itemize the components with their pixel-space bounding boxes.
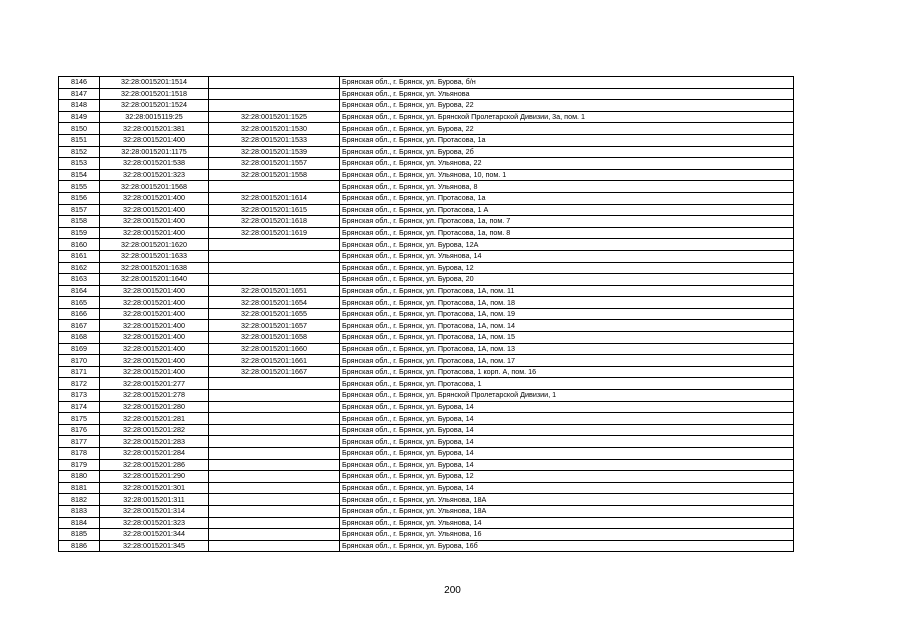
cadastral-number-cell: 32:28:0015201:400 (100, 366, 209, 378)
address-cell: Брянская обл., г. Брянск, ул. Протасова, 1А, пом. 13 (340, 343, 794, 355)
cadastral-number-cell: 32:28:0015201:280 (100, 401, 209, 413)
table-row (59, 134, 794, 146)
parent-cadastral-cell: 32:28:0015201:1667 (209, 366, 340, 378)
cadastral-number-cell: 32:28:0015201:278 (100, 390, 209, 402)
row-number-cell: 8177 (59, 436, 100, 448)
parent-cadastral-cell: 32:28:0015201:1525 (209, 111, 340, 123)
parent-cadastral-cell (209, 100, 340, 112)
row-number-cell: 8170 (59, 355, 100, 367)
cadastral-number-cell: 32:28:0015201:400 (100, 204, 209, 216)
row-number-cell: 8173 (59, 390, 100, 402)
row-number-cell: 8185 (59, 529, 100, 541)
table-row (59, 448, 794, 460)
parent-cadastral-cell (209, 517, 340, 529)
address-cell: Брянская обл., г. Брянск, ул. Протасова, 1А, пом. 18 (340, 297, 794, 309)
row-number-cell: 8148 (59, 100, 100, 112)
parent-cadastral-cell (209, 239, 340, 251)
parent-cadastral-cell: 32:28:0015201:1557 (209, 158, 340, 170)
parent-cadastral-cell: 32:28:0015201:1614 (209, 192, 340, 204)
parent-cadastral-cell (209, 482, 340, 494)
address-cell: Брянская обл., г. Брянск, ул. Бурова, 14 (340, 413, 794, 425)
address-cell: Брянская обл., г. Брянск, ул. Ульянова, 18А (340, 505, 794, 517)
address-cell: Брянская обл., г. Брянск, ул. Ульянова, 22 (340, 158, 794, 170)
row-number-cell: 8178 (59, 448, 100, 460)
parent-cadastral-cell (209, 401, 340, 413)
cadastral-number-cell: 32:28:0015201:1518 (100, 88, 209, 100)
cadastral-number-cell: 32:28:0015201:277 (100, 378, 209, 390)
parent-cadastral-cell: 32:28:0015201:1530 (209, 123, 340, 135)
table-row (59, 88, 794, 100)
address-cell: Брянская обл., г. Брянск, ул. Протасова, 1 (340, 378, 794, 390)
address-cell: Брянская обл., г. Брянск, ул. Бурова, 14 (340, 448, 794, 460)
cadastral-number-cell: 32:28:0015201:1638 (100, 262, 209, 274)
cadastral-number-cell: 32:28:0015201:538 (100, 158, 209, 170)
parent-cadastral-cell: 32:28:0015201:1651 (209, 285, 340, 297)
cadastral-number-cell: 32:28:0015201:323 (100, 169, 209, 181)
address-cell: Брянская обл., г. Брянск, ул. Бурова, 14 (340, 424, 794, 436)
parent-cadastral-cell (209, 540, 340, 552)
table-row (59, 192, 794, 204)
table-row (59, 239, 794, 251)
parent-cadastral-cell: 32:28:0015201:1654 (209, 297, 340, 309)
address-cell: Брянская обл., г. Брянск, ул. Брянской Пролетарской Дивизии, 3а, пом. 1 (340, 111, 794, 123)
cadastral-number-cell: 32:28:0015201:282 (100, 424, 209, 436)
table-row (59, 436, 794, 448)
row-number-cell: 8159 (59, 227, 100, 239)
table-row (59, 366, 794, 378)
cadastral-number-cell: 32:28:0015201:1568 (100, 181, 209, 193)
cadastral-number-cell: 32:28:0015201:311 (100, 494, 209, 506)
property-table (58, 76, 794, 552)
table-body (59, 77, 794, 552)
row-number-cell: 8169 (59, 343, 100, 355)
parent-cadastral-cell (209, 378, 340, 390)
cadastral-number-cell: 32:28:0015201:381 (100, 123, 209, 135)
cadastral-number-cell: 32:28:0015201:1620 (100, 239, 209, 251)
row-number-cell: 8146 (59, 77, 100, 89)
parent-cadastral-cell (209, 436, 340, 448)
table-row (59, 424, 794, 436)
cadastral-number-cell: 32:28:0015201:400 (100, 227, 209, 239)
address-cell: Брянская обл., г. Брянск, ул. Брянской Пролетарской Дивизии, 1 (340, 390, 794, 402)
row-number-cell: 8156 (59, 192, 100, 204)
cadastral-number-cell: 32:28:0015201:314 (100, 505, 209, 517)
table-row (59, 390, 794, 402)
address-cell: Брянская обл., г. Брянск, ул. Ульянова, 14 (340, 250, 794, 262)
parent-cadastral-cell: 32:28:0015201:1661 (209, 355, 340, 367)
cadastral-number-cell: 32:28:0015201:290 (100, 471, 209, 483)
cadastral-number-cell: 32:28:0015201:284 (100, 448, 209, 460)
address-cell: Брянская обл., г. Брянск, ул. Протасова, 1 А (340, 204, 794, 216)
cadastral-number-cell: 32:28:0015201:1175 (100, 146, 209, 158)
address-cell: Брянская обл., г. Брянск, ул. Ульянова, 10, пом. 1 (340, 169, 794, 181)
parent-cadastral-cell (209, 390, 340, 402)
row-number-cell: 8160 (59, 239, 100, 251)
parent-cadastral-cell: 32:28:0015201:1533 (209, 134, 340, 146)
parent-cadastral-cell (209, 413, 340, 425)
table-row (59, 320, 794, 332)
cadastral-number-cell: 32:28:0015201:400 (100, 308, 209, 320)
address-cell: Брянская обл., г. Брянск, ул. Ульянова, 18А (340, 494, 794, 506)
address-cell: Брянская обл., г. Брянск, ул. Протасова, 1а (340, 192, 794, 204)
table-row (59, 274, 794, 286)
row-number-cell: 8165 (59, 297, 100, 309)
address-cell: Брянская обл., г. Брянск, ул. Ульянова, 8 (340, 181, 794, 193)
address-cell: Брянская обл., г. Брянск, ул. Бурова, 22 (340, 100, 794, 112)
table-row (59, 100, 794, 112)
parent-cadastral-cell (209, 505, 340, 517)
table-row (59, 517, 794, 529)
row-number-cell: 8152 (59, 146, 100, 158)
table-row (59, 308, 794, 320)
parent-cadastral-cell (209, 274, 340, 286)
row-number-cell: 8166 (59, 308, 100, 320)
address-cell: Брянская обл., г. Брянск, ул. Бурова, 14 (340, 436, 794, 448)
address-cell: Брянская обл., г. Брянск, ул. Бурова, 2б (340, 146, 794, 158)
row-number-cell: 8151 (59, 134, 100, 146)
table-row (59, 181, 794, 193)
cadastral-number-cell: 32:28:0015201:400 (100, 297, 209, 309)
row-number-cell: 8163 (59, 274, 100, 286)
table-row (59, 459, 794, 471)
row-number-cell: 8183 (59, 505, 100, 517)
address-cell: Брянская обл., г. Брянск, ул. Протасова, 1А, пом. 17 (340, 355, 794, 367)
address-cell: Брянская обл., г. Брянск, ул. Ульянова, 16 (340, 529, 794, 541)
row-number-cell: 8147 (59, 88, 100, 100)
row-number-cell: 8150 (59, 123, 100, 135)
table-row (59, 482, 794, 494)
table-row (59, 505, 794, 517)
address-cell: Брянская обл., г. Брянск, ул. Протасова, 1А, пом. 14 (340, 320, 794, 332)
parent-cadastral-cell (209, 494, 340, 506)
table-row (59, 332, 794, 344)
address-cell: Брянская обл., г. Брянск, ул. Бурова, б/н (340, 77, 794, 89)
table-row (59, 111, 794, 123)
row-number-cell: 8153 (59, 158, 100, 170)
address-cell: Брянская обл., г. Брянск, ул. Протасова, 1а (340, 134, 794, 146)
row-number-cell: 8172 (59, 378, 100, 390)
cadastral-number-cell: 32:28:0015201:1633 (100, 250, 209, 262)
table-row (59, 216, 794, 228)
table-row (59, 285, 794, 297)
table-row (59, 471, 794, 483)
table-row (59, 494, 794, 506)
parent-cadastral-cell: 32:28:0015201:1539 (209, 146, 340, 158)
cadastral-number-cell: 32:28:0015201:400 (100, 355, 209, 367)
parent-cadastral-cell: 32:28:0015201:1658 (209, 332, 340, 344)
table-row (59, 343, 794, 355)
row-number-cell: 8158 (59, 216, 100, 228)
table-row (59, 204, 794, 216)
address-cell: Брянская обл., г. Брянск, ул. Протасова, 1А, пом. 11 (340, 285, 794, 297)
address-cell: Брянская обл., г. Брянск, ул. Бурова, 14 (340, 459, 794, 471)
cadastral-number-cell: 32:28:0015201:400 (100, 332, 209, 344)
cadastral-number-cell: 32:28:0015201:281 (100, 413, 209, 425)
table-row (59, 540, 794, 552)
row-number-cell: 8164 (59, 285, 100, 297)
parent-cadastral-cell (209, 250, 340, 262)
cadastral-number-cell: 32:28:0015201:344 (100, 529, 209, 541)
cadastral-number-cell: 32:28:0015201:400 (100, 134, 209, 146)
cadastral-number-cell: 32:28:0015201:301 (100, 482, 209, 494)
row-number-cell: 8155 (59, 181, 100, 193)
cadastral-number-cell: 32:28:0015201:400 (100, 343, 209, 355)
table-row (59, 378, 794, 390)
row-number-cell: 8175 (59, 413, 100, 425)
address-cell: Брянская обл., г. Брянск, ул. Бурова, 12А (340, 239, 794, 251)
row-number-cell: 8167 (59, 320, 100, 332)
row-number-cell: 8186 (59, 540, 100, 552)
address-cell: Брянская обл., г. Брянск, ул. Протасова, 1А, пом. 15 (340, 332, 794, 344)
parent-cadastral-cell: 32:28:0015201:1615 (209, 204, 340, 216)
cadastral-number-cell: 32:28:0015201:400 (100, 285, 209, 297)
table-row (59, 529, 794, 541)
table-row (59, 169, 794, 181)
row-number-cell: 8162 (59, 262, 100, 274)
row-number-cell: 8154 (59, 169, 100, 181)
cadastral-number-cell: 32:28:0015201:400 (100, 192, 209, 204)
address-cell: Брянская обл., г. Брянск, ул. Бурова, 22 (340, 123, 794, 135)
cadastral-number-cell: 32:28:0015201:345 (100, 540, 209, 552)
parent-cadastral-cell: 32:28:0015201:1655 (209, 308, 340, 320)
row-number-cell: 8174 (59, 401, 100, 413)
address-cell: Брянская обл., г. Брянск, ул. Бурова, 12 (340, 471, 794, 483)
row-number-cell: 8171 (59, 366, 100, 378)
row-number-cell: 8179 (59, 459, 100, 471)
parent-cadastral-cell (209, 262, 340, 274)
address-cell: Брянская обл., г. Брянск, ул. Протасова, 1 корп. А, пом. 16 (340, 366, 794, 378)
row-number-cell: 8176 (59, 424, 100, 436)
table-row (59, 158, 794, 170)
parent-cadastral-cell: 32:28:0015201:1618 (209, 216, 340, 228)
address-cell: Брянская обл., г. Брянск, ул. Протасова, 1А, пом. 19 (340, 308, 794, 320)
table-row (59, 77, 794, 89)
row-number-cell: 8181 (59, 482, 100, 494)
cadastral-number-cell: 32:28:0015201:400 (100, 216, 209, 228)
cadastral-number-cell: 32:28:0015201:286 (100, 459, 209, 471)
parent-cadastral-cell (209, 424, 340, 436)
cadastral-number-cell: 32:28:0015201:323 (100, 517, 209, 529)
parent-cadastral-cell (209, 88, 340, 100)
cadastral-number-cell: 32:28:0015201:1524 (100, 100, 209, 112)
parent-cadastral-cell: 32:28:0015201:1657 (209, 320, 340, 332)
row-number-cell: 8157 (59, 204, 100, 216)
cadastral-number-cell: 32:28:0015201:1640 (100, 274, 209, 286)
address-cell: Брянская обл., г. Брянск, ул. Ульянова (340, 88, 794, 100)
parent-cadastral-cell (209, 77, 340, 89)
row-number-cell: 8180 (59, 471, 100, 483)
address-cell: Брянская обл., г. Брянск, ул. Протасова, 1а, пом. 7 (340, 216, 794, 228)
table-row (59, 146, 794, 158)
cadastral-number-cell: 32:28:0015201:400 (100, 320, 209, 332)
table-row (59, 250, 794, 262)
table-row (59, 227, 794, 239)
row-number-cell: 8184 (59, 517, 100, 529)
table-row (59, 262, 794, 274)
parent-cadastral-cell (209, 471, 340, 483)
address-cell: Брянская обл., г. Брянск, ул. Бурова, 20 (340, 274, 794, 286)
row-number-cell: 8161 (59, 250, 100, 262)
address-cell: Брянская обл., г. Брянск, ул. Бурова, 12 (340, 262, 794, 274)
row-number-cell: 8149 (59, 111, 100, 123)
row-number-cell: 8168 (59, 332, 100, 344)
parent-cadastral-cell (209, 529, 340, 541)
parent-cadastral-cell: 32:28:0015201:1660 (209, 343, 340, 355)
table-row (59, 401, 794, 413)
cadastral-number-cell: 32:28:0015119:25 (100, 111, 209, 123)
row-number-cell: 8182 (59, 494, 100, 506)
table-row (59, 413, 794, 425)
address-cell: Брянская обл., г. Брянск, ул. Бурова, 14 (340, 482, 794, 494)
table-row (59, 355, 794, 367)
table-row (59, 297, 794, 309)
address-cell: Брянская обл., г. Брянск, ул. Бурова, 14 (340, 401, 794, 413)
cadastral-number-cell: 32:28:0015201:1514 (100, 77, 209, 89)
address-cell: Брянская обл., г. Брянск, ул. Ульянова, 14 (340, 517, 794, 529)
page-number: 200 (444, 585, 461, 596)
parent-cadastral-cell (209, 459, 340, 471)
parent-cadastral-cell (209, 181, 340, 193)
cadastral-number-cell: 32:28:0015201:283 (100, 436, 209, 448)
table-row (59, 123, 794, 135)
address-cell: Брянская обл., г. Брянск, ул. Протасова, 1а, пом. 8 (340, 227, 794, 239)
parent-cadastral-cell: 32:28:0015201:1619 (209, 227, 340, 239)
address-cell: Брянская обл., г. Брянск, ул. Бурова, 16б (340, 540, 794, 552)
parent-cadastral-cell: 32:28:0015201:1558 (209, 169, 340, 181)
parent-cadastral-cell (209, 448, 340, 460)
